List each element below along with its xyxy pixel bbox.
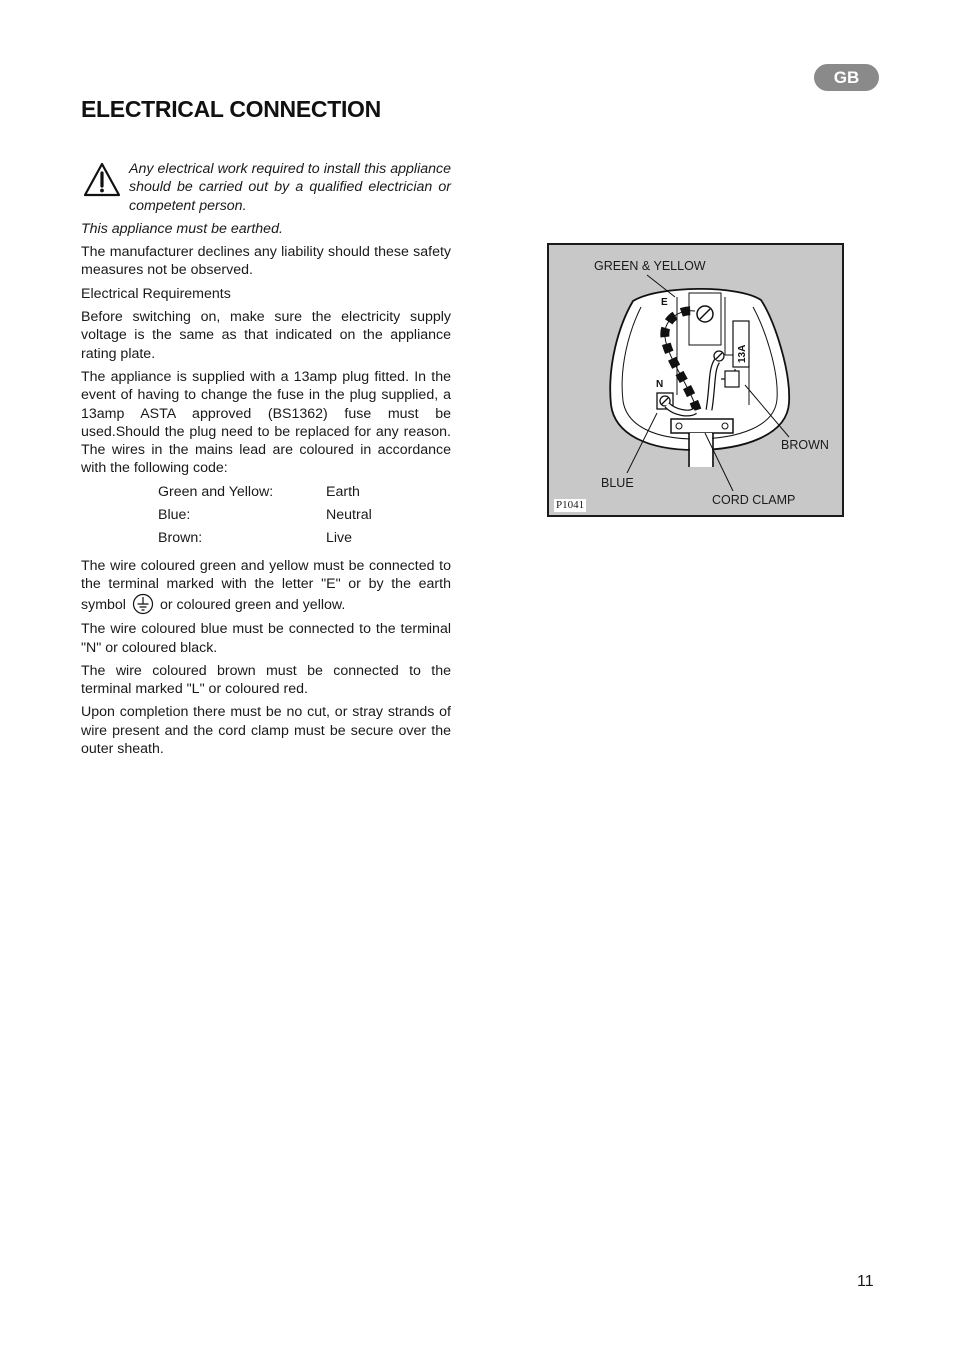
earthed-note: This appliance must be earthed.	[81, 220, 283, 237]
wire-code-table	[158, 483, 372, 553]
green-yellow-text: The wire coloured green and yellow must be connected to the terminal marked with the letter "E" or by the earth symbol	[81, 557, 451, 614]
text-column	[81, 160, 451, 763]
plug-wiring-diagram	[547, 243, 844, 517]
warning-block	[81, 160, 451, 215]
liability-paragraph: The manufacturer declines any liability should these safety measures not be observed.	[81, 244, 451, 279]
label-cord-clamp: CORD CLAMP	[712, 493, 796, 507]
wire-colour: Green and Yellow:	[158, 483, 274, 500]
completion-paragraph: Upon completion there must be no cut, or stray strands of wire present and the cord clamp must be secure over the outer sheath.	[81, 704, 451, 758]
warning-text: Any electrical work required to install this appliance should be carried out by a qualified electrician or competent person.	[129, 161, 451, 214]
page-title: ELECTRICAL CONNECTION	[81, 96, 381, 122]
terminal-n-label: N	[656, 379, 664, 390]
blue-paragraph: The wire coloured blue must be connected to the terminal "N" or coloured black.	[81, 621, 451, 656]
green-yellow-paragraph	[81, 557, 451, 616]
plug-drawing	[549, 245, 842, 515]
requirements-paragraph: Before switching on, make sure the electricity supply voltage is the same as that indicated on the appliance rating plate.	[81, 309, 451, 362]
language-badge: GB	[814, 64, 879, 91]
brown-paragraph: The wire coloured brown must be connected to the terminal marked "L" or coloured red.	[81, 662, 451, 698]
terminal-e-label: E	[661, 297, 668, 308]
cord-clamp	[671, 419, 733, 433]
table-row	[158, 483, 372, 506]
fuse-rating-label: 13A	[737, 344, 748, 363]
plug-paragraph: The appliance is supplied with a 13amp plug fitted. In the event of having to change the fuse in the plug supplied, a 13amp ASTA approved (BS1362) fuse must be used.Should the plug need to be replaced for any reason. The wires in the mains lead are coloured in accordance with the following code:	[81, 368, 451, 477]
earth-symbol-icon	[132, 593, 154, 615]
wire-meaning: Earth	[326, 483, 360, 500]
wire-colour: Blue:	[158, 507, 191, 524]
page-number: 11	[857, 1273, 874, 1290]
wire-colour: Brown:	[158, 530, 203, 547]
wire-meaning: Neutral	[326, 507, 372, 524]
requirements-heading: Electrical Requirements	[81, 285, 231, 302]
figure-code: P1041	[556, 499, 585, 511]
table-row	[158, 529, 372, 552]
table-row	[158, 506, 372, 529]
label-green-yellow: GREEN & YELLOW	[594, 259, 706, 273]
wire-meaning: Live	[326, 530, 353, 547]
label-blue: BLUE	[601, 476, 634, 490]
label-brown: BROWN	[781, 438, 829, 452]
warning-triangle-icon	[83, 162, 121, 198]
green-yellow-text-end: or coloured green and yellow.	[159, 597, 346, 614]
